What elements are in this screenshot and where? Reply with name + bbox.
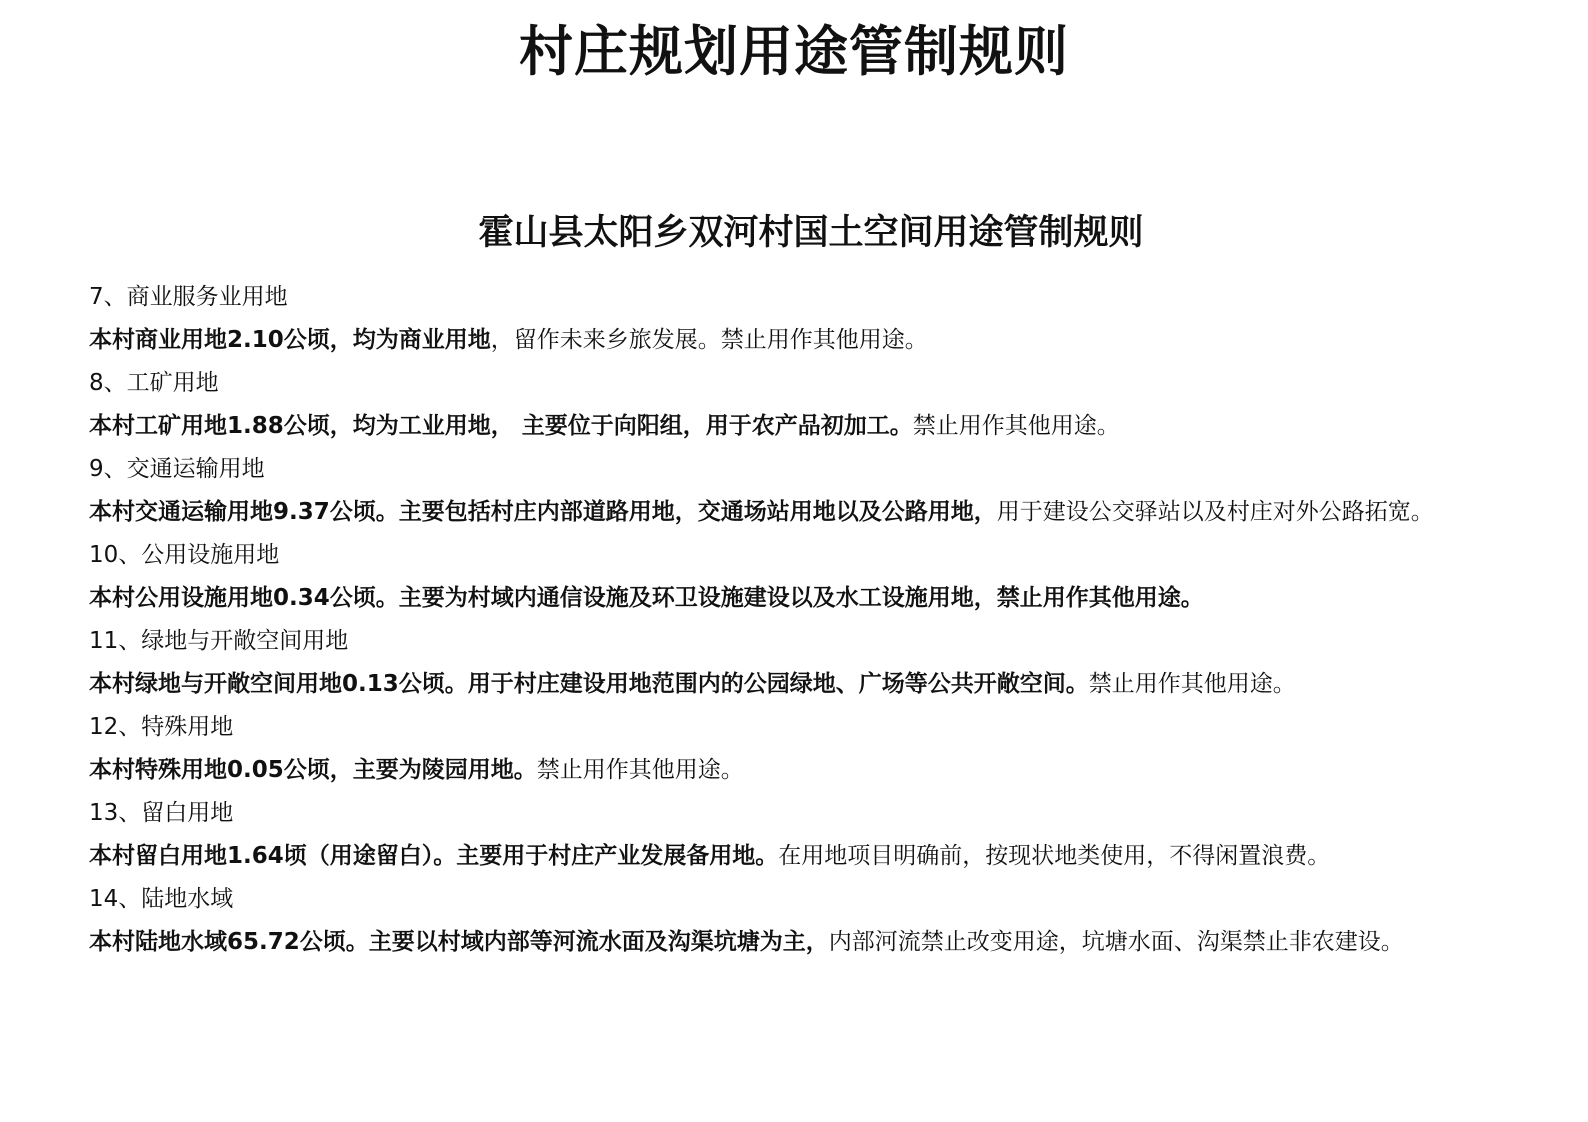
document-subtitle: 霍山县太阳乡双河村国土空间用途管制规则 (478, 213, 1144, 253)
section-green-space (89, 620, 1559, 706)
section-body (89, 921, 1559, 964)
section-public-facilities (89, 534, 1559, 620)
section-body (89, 319, 1559, 362)
section-body (89, 577, 1559, 620)
section-transport (89, 448, 1559, 534)
section-heading: 8、工矿用地 (89, 370, 219, 396)
section-body (89, 749, 1559, 792)
section-body-bold: 本村特殊用地0.05公顷，主要为陵园用地。 (89, 757, 537, 783)
section-body-bold: 本村留白用地1.64顷（用途留白）。主要用于村庄产业发展备用地。 (89, 843, 779, 869)
section-body-normal: 内部河流禁止改变用途，坑塘水面、沟渠禁止非农建设。 (828, 929, 1404, 955)
section-body (89, 405, 1559, 448)
section-body (89, 491, 1559, 534)
page-title: 村庄规划用途管制规则 (519, 20, 1069, 83)
section-body-normal: 禁止用作其他用途。 (536, 757, 744, 783)
section-heading: 7、商业服务业用地 (89, 284, 288, 310)
section-body (89, 663, 1559, 706)
section-special-use (89, 706, 1559, 792)
section-body-bold: 本村工矿用地1.88公顷，均为工业用地， 主要位于向阳组，用于农产品初加工。 (89, 413, 913, 439)
rules-list (89, 276, 1559, 964)
section-body-normal: 禁止用作其他用途。 (1088, 671, 1296, 697)
section-heading: 10、公用设施用地 (89, 542, 280, 568)
section-reserved (89, 792, 1559, 878)
section-heading: 12、特殊用地 (89, 714, 234, 740)
section-body-bold: 本村绿地与开敞空间用地0.13公顷。用于村庄建设用地范围内的公园绿地、广场等公共开敞空间。 (89, 671, 1089, 697)
section-body-normal: 在用地项目明确前，按现状地类使用，不得闲置浪费。 (778, 843, 1331, 869)
section-heading: 13、留白用地 (89, 800, 234, 826)
section-body-bold: 本村交通运输用地9.37公顷。主要包括村庄内部道路用地，交通场站用地以及公路用地， (89, 499, 997, 525)
section-body-bold: 本村陆地水域65.72公顷。主要以村域内部等河流水面及沟渠坑塘为主， (89, 929, 829, 955)
section-heading: 9、交通运输用地 (89, 456, 265, 482)
section-body-bold: 本村商业用地2.10公顷，均为商业用地 (89, 327, 491, 353)
section-heading: 14、陆地水域 (89, 886, 234, 912)
section-body-normal: ，留作未来乡旅发展。禁止用作其他用途。 (490, 327, 928, 353)
section-body-normal: 禁止用作其他用途。 (912, 413, 1120, 439)
section-body-bold: 本村公用设施用地0.34公顷。主要为村域内通信设施及环卫设施建设以及水工设施用地，禁止用作其他用途。 (89, 585, 1204, 611)
section-body-normal: 用于建设公交驿站以及村庄对外公路拓宽。 (996, 499, 1434, 525)
section-body (89, 835, 1559, 878)
section-industrial-mining (89, 362, 1559, 448)
section-heading: 11、绿地与开敞空间用地 (89, 628, 349, 654)
section-commercial (89, 276, 1559, 362)
section-land-water (89, 878, 1559, 964)
